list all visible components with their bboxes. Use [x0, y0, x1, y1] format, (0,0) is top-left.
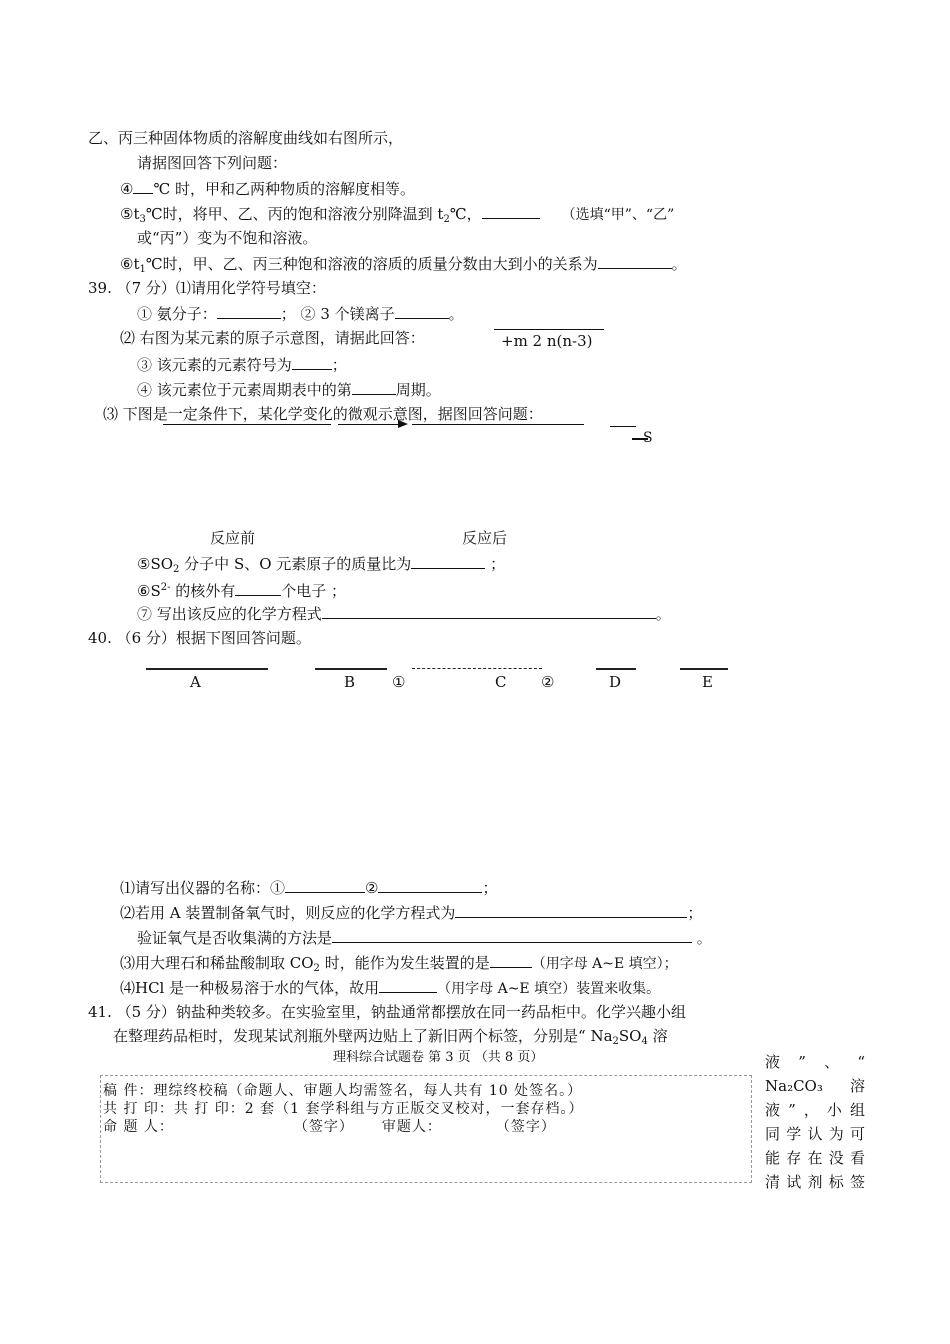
apparatus-top-line — [596, 668, 636, 670]
q41-side-text — [765, 1050, 865, 1194]
q39-question7: ⑦ 写出该反应的化学方程式 。 — [137, 605, 671, 623]
answer-blank[interactable] — [332, 927, 692, 943]
apparatus-top-line — [680, 668, 728, 670]
legend-line — [610, 426, 636, 427]
q40-step1: ⑴请写出仪器的名称：① ② ； — [120, 879, 498, 897]
q40-step4: ⑷HCl 是一种极易溶于水的气体，故用 （用字母 A~E 填空）装置来收集。 — [120, 979, 661, 997]
draft-info-box — [100, 1075, 752, 1183]
q39-part4: ④ 该元素位于元素周期表中的第 周期。 — [137, 381, 441, 399]
label-before-reaction: 反应前 — [210, 529, 256, 547]
q39-question6: $⑥S^{2-}$ 的核外有 个电子 ； — [137, 582, 347, 600]
q41-line1: 41. （5 分）钠盐种类较多。在实验室里，钠盐通常都摆放在同一药品柜中。化学兴趣小组 — [88, 1003, 686, 1021]
answer-blank[interactable] — [395, 303, 449, 319]
answer-blank[interactable] — [352, 379, 396, 395]
side-line: Na₂CO₃ 溶 — [765, 1077, 865, 1095]
atom-diagram-line — [494, 329, 604, 330]
q39-question5: $⑤SO_2$ 分子中 S、O 元素原子的质量比为 ； — [137, 555, 506, 575]
q39-part1: ① 氨分子： ； ② 3 个镁离子 。 — [137, 305, 464, 323]
answer-blank[interactable] — [217, 303, 281, 319]
draft-line-2: 共 打 印：共 打 印：2 套（1 套学科组与方正版交叉校对，一套存档。） — [103, 1101, 584, 1117]
atom-diagram-label: +m 2 n(n-3) — [501, 332, 593, 350]
side-line: 液”，小组 — [765, 1101, 865, 1119]
side-line: 能存在没看 — [765, 1149, 865, 1167]
draft-line-3: 命 题 人： （签字） 审题人： （签字） — [103, 1119, 556, 1135]
q39-part5: ⑶ 下图是一定条件下，某化学变化的微观示意图，据图回答问题： — [103, 405, 543, 423]
q40-step3: ⑶用大理石和稀盐酸制取 $CO_2$ 时，能作为发生装置的是 （用字母 A~E 填空）； — [120, 954, 678, 974]
q38-part5: $⑤t_3℃$时，将甲、乙、丙的饱和溶液分别降温到 $t_2℃$， （选填“甲”、“乙” — [120, 205, 675, 225]
legend-symbol: S — [643, 430, 653, 446]
q41-line2: 在整理药品柜时，发现某试剂瓶外壁两边贴上了新旧两个标签，分别是“ $Na_2SO_4$ 溶 — [113, 1027, 668, 1047]
q38-part4: ④ ℃ 时，甲和乙两种物质的溶解度相等。 — [120, 180, 416, 198]
answer-blank[interactable] — [292, 354, 332, 370]
q38-part5-line2: 或“丙”）变为不饱和溶液。 — [137, 229, 318, 247]
side-line: 液”、“ — [765, 1053, 865, 1071]
apparatus-label-e: E — [702, 673, 713, 691]
side-line: 清试剂标签 — [765, 1173, 865, 1191]
answer-blank[interactable] — [598, 253, 672, 269]
answer-blank[interactable] — [235, 580, 281, 596]
draft-line-1: 稿 件：理综终校稿（命题人、审题人均需签名，每人共有 10 处签名。） — [103, 1083, 583, 1099]
q39-heading: 39. （7 分）⑴请用化学符号填空： — [88, 279, 326, 297]
answer-blank[interactable] — [133, 178, 153, 194]
apparatus-label-c: C — [495, 673, 507, 691]
apparatus-label-a: A — [190, 673, 201, 691]
label-after-reaction: 反应后 — [462, 529, 508, 547]
q38-part6: $⑥t_1℃$时，甲、乙、丙三种饱和溶液的溶质的质量分数由大到小的关系为 。 — [120, 255, 687, 275]
reaction-underline — [163, 424, 331, 425]
apparatus-label-d: D — [609, 673, 622, 691]
answer-blank[interactable] — [490, 952, 532, 968]
apparatus-top-line — [146, 668, 268, 670]
q38-intro: 乙、丙三种固体物质的溶解度曲线如右图所示， — [88, 129, 404, 147]
answer-blank[interactable] — [411, 553, 485, 569]
answer-blank[interactable] — [482, 203, 540, 219]
answer-blank[interactable] — [379, 977, 437, 993]
apparatus-label-b: B — [344, 673, 356, 691]
answer-blank[interactable] — [285, 877, 365, 893]
page-footer: 理科综合试题卷 第 3 页 （共 8 页） — [333, 1050, 544, 1065]
q40-step2b: 验证氧气是否收集满的方法是 。 — [137, 929, 712, 947]
reaction-underline — [412, 424, 584, 425]
q39-part2: ⑵ 右图为某元素的原子示意图，请据此回答： — [120, 329, 425, 347]
q40-step2: ⑵若用 A 装置制备氧气时，则反应的化学方程式为 ； — [120, 904, 703, 922]
apparatus-top-line — [315, 668, 387, 670]
answer-blank[interactable] — [322, 603, 656, 619]
side-line: 同学认为可 — [765, 1125, 865, 1143]
apparatus-top-line — [412, 668, 542, 669]
instrument-label-1: ① — [392, 673, 406, 691]
answer-blank[interactable] — [378, 877, 482, 893]
q40-heading: 40. （6 分）根据下图回答问题。 — [88, 629, 311, 647]
reaction-arrow-icon — [398, 419, 408, 429]
answer-blank[interactable] — [455, 902, 687, 918]
reaction-arrow-line — [338, 424, 404, 425]
instrument-label-2: ② — [541, 673, 555, 691]
q38-prompt: 请据图回答下列问题： — [137, 154, 288, 172]
q39-part3: ③ 该元素的元素符号为 ； — [137, 356, 347, 374]
